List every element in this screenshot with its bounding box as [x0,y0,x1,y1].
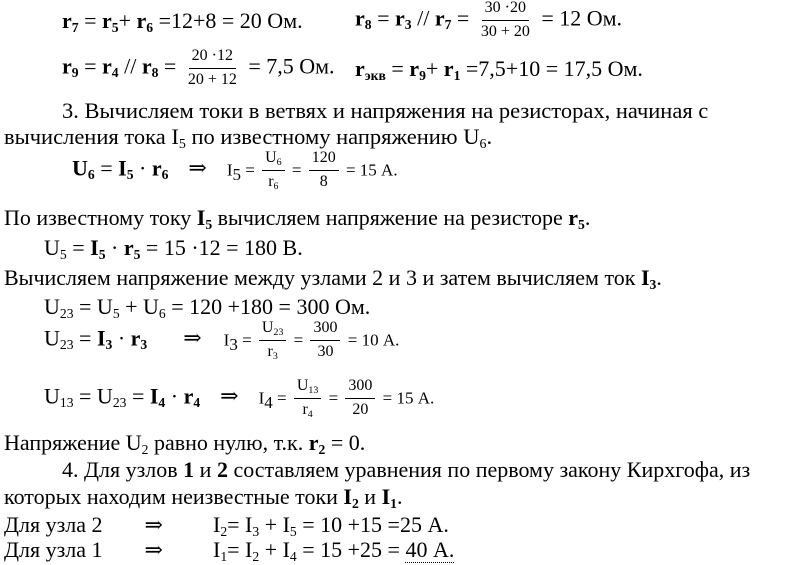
implies-arrow: ⇒ [220,383,239,409]
fraction: $\frac{300}{30}$ [310,320,340,361]
formula-u23: $U_{23} = U_5 + U_6 = 120 +180 = 300$ Ом. [44,294,371,321]
formula-r9: $r_9 = r_4 // r_8$ = $\frac{20 \cdot 12}{20 + 12}$ = 7,5 Ом. [62,47,335,88]
symbol-r7: r [62,8,72,33]
formula-r7-r8: $r_7 = r_5+ r_6 =12+8 = 20$ Ом. [62,8,303,35]
implies-arrow: ⇒ [144,537,163,562]
fraction: $\frac{U_{13}}{r_4}$ [294,378,321,419]
fraction: $\frac{30 \cdot 20}{30 + 20}$ [480,0,530,40]
fraction: $\frac{U_{23}}{r_3}$ [259,320,286,361]
step4-line1: 4. Для узлов 1 и 2 составляем уравнения по первому закону Кирхгофа, из [62,457,751,482]
para-node-voltage: Вычисляем напряжение между узлами 2 и 3 и затем вычисляем ток $I_3$. [4,265,662,292]
fraction: $\frac{20 \cdot 12}{20 + 12}$ [187,47,237,88]
node1-label: Для узла 1 [4,537,103,562]
formula-r8: $r_8 = r_3 // r_7$ = $\frac{30 \cdot 20}{30 + 20}$ = 12 Ом. [355,0,623,40]
formula-i4: $U_{13} = U_{23} = I_4 \cdot r_4$ ⇒ $I_4$ = $\frac{U_{13}}{r_4}$ = $\frac{300}{20}$ = 15 А. [44,377,435,420]
formula-u6: $U_6 = I_5 \cdot r_6$ ⇒ $I_5$ = $\frac{U_6}{r_6}$ = $\frac{120}{8}$ = 15 А. [72,149,398,192]
implies-arrow: ⇒ [144,512,163,537]
node2-label: Для узла 2 [4,512,103,537]
fraction: $\frac{300}{20}$ [345,378,375,419]
formula-u5: $U_5 = I_5 \cdot r_5 = 15 \cdot 12 = 180$ В. [44,235,303,262]
formula-r-equiv: $r_{экв} = r_9+ r_1 =7,5+10 = 17,5$ Ом. [355,56,643,83]
formula-i3: $U_{23} = I_3 \cdot r_3$ ⇒ $I_3$ = $\frac{U_{23}}{r_3}$ = $\frac{300}{30}$ = 10 А. [44,319,400,362]
step3-line1: 3. Вычисляем токи в ветвях и напряжения на резисторах, начиная с [62,98,709,123]
step3-line2: вычисления тока $I_5$ по известному напряжению $U_6$. [4,124,493,152]
implies-arrow: ⇒ [183,325,202,351]
fraction: $\frac{120}{8}$ [309,150,339,191]
para-u2-zero: Напряжение $U_2$ равно нулю, т.к. $r_2 = 0$. [4,430,366,457]
node1-equation: Для узла 1 ⇒ $I_1= I_2 + I_4 = 15 +25 = 40$ А. [4,537,455,564]
fraction: $\frac{U_6}{r_6}$ [262,150,285,191]
para-known-current: По известному току $I_5$ вычисляем напряжение на резисторе $r_5$. [4,205,591,232]
node2-equation: Для узла 2 ⇒ $I_2= I_3 + I_5 = 10 +15 =25$ А. [4,512,449,539]
step4-line2: которых находим неизвестные токи $I_2$ и $I_1$. [4,484,403,511]
implies-arrow: ⇒ [188,155,207,181]
final-answer: 40 А. [405,537,455,562]
